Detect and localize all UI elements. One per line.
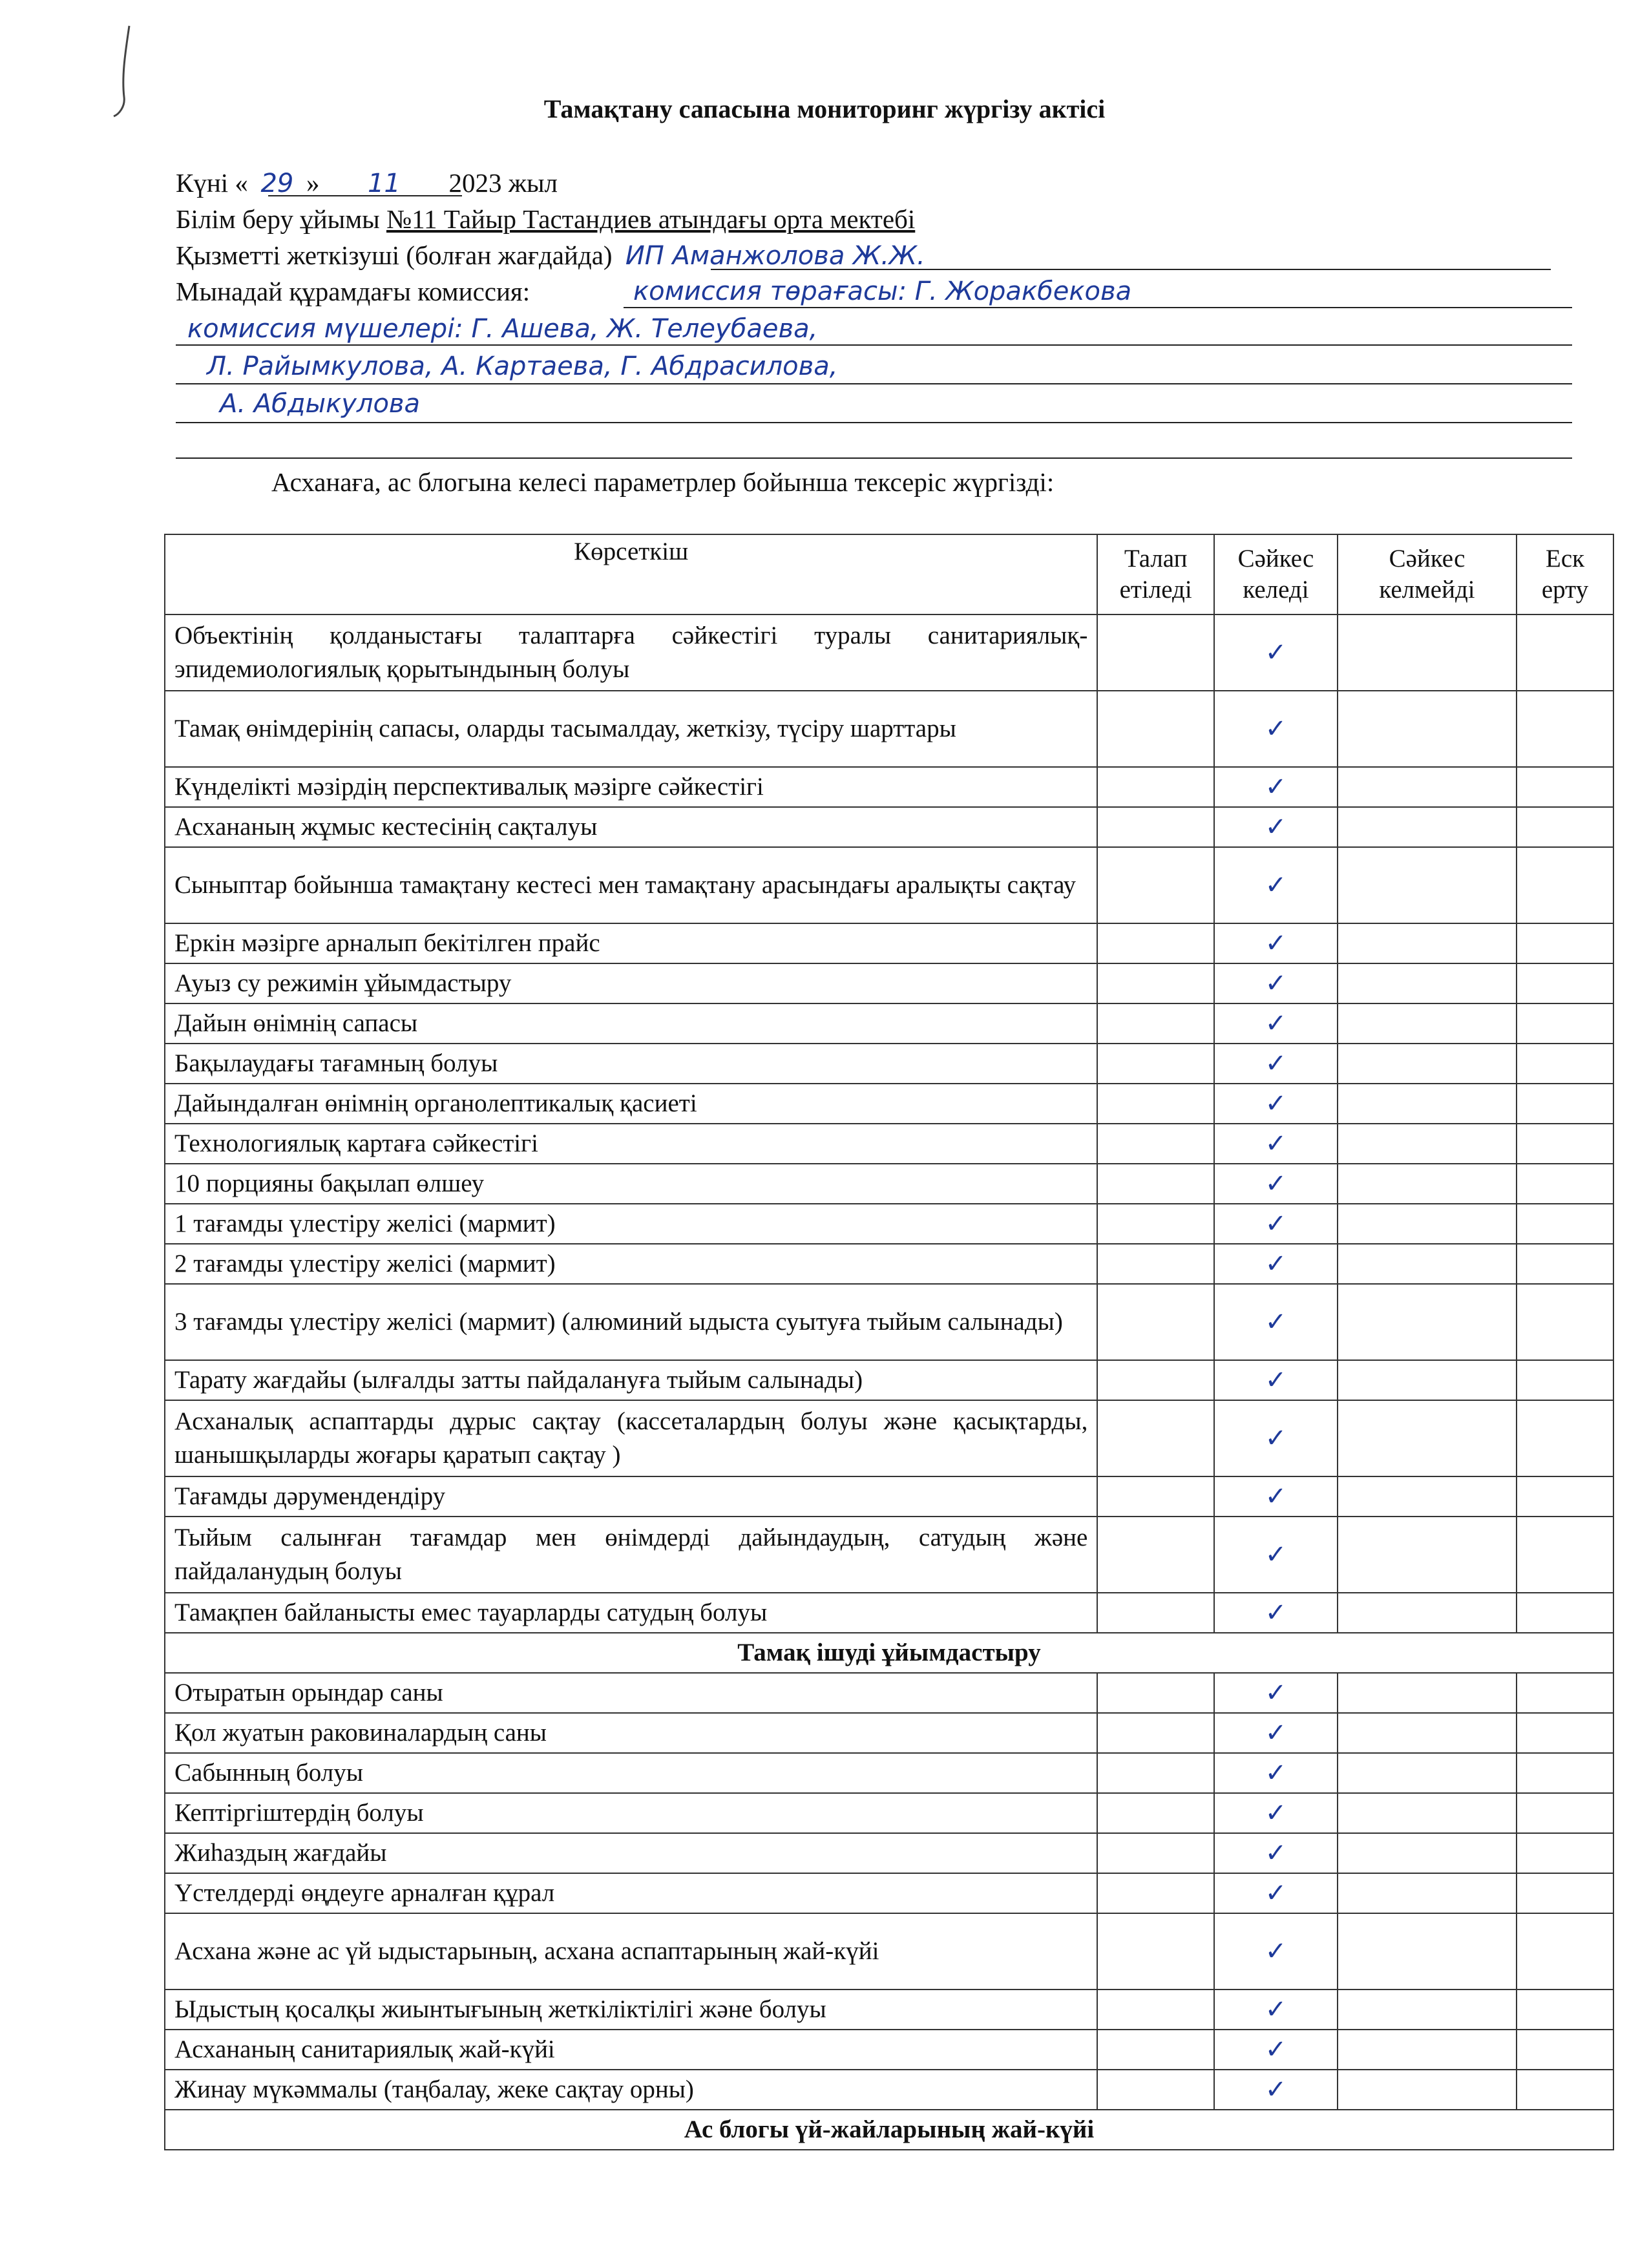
- complies-check-icon: ✓: [1214, 1003, 1338, 1044]
- indicator-cell: 3 тағамды үлестіру желісі (мармит) (алюминий ыдыста суытуға тыйым салынады): [165, 1284, 1097, 1360]
- indicator-cell: Тарату жағдайы (ылғалды затты пайдалануға тыйым салынады): [165, 1360, 1097, 1400]
- table-row: [165, 691, 1613, 767]
- table-row: [165, 1400, 1613, 1476]
- section-title: Ас блогы үй-жайларының жай-күйі: [165, 2110, 1613, 2150]
- note-cell: [1517, 1913, 1613, 1990]
- complies-check-icon: ✓: [1214, 1593, 1338, 1633]
- note-cell: [1517, 1400, 1613, 1476]
- required-cell: [1097, 2030, 1214, 2070]
- required-cell: [1097, 1044, 1214, 1084]
- indicator-cell: Еркін мәзірге арналып бекітілген прайс: [165, 923, 1097, 963]
- complies-check-icon: ✓: [1214, 1044, 1338, 1084]
- table-row: [165, 1044, 1613, 1084]
- complies-check-icon: ✓: [1214, 1713, 1338, 1753]
- header-required: Талап етіледі: [1097, 534, 1214, 614]
- table-row: [165, 1833, 1613, 1873]
- section-row: [165, 1633, 1613, 1673]
- indicator-cell: Жиһаздың жағдайы: [165, 1833, 1097, 1873]
- required-cell: [1097, 1084, 1214, 1124]
- not-complies-cell: [1338, 1913, 1517, 1990]
- org-label: Білім беру ұйымы: [176, 204, 380, 234]
- not-complies-cell: [1338, 1164, 1517, 1204]
- complies-check-icon: ✓: [1214, 767, 1338, 807]
- indicator-cell: 10 порцияны бақылап өлшеу: [165, 1164, 1097, 1204]
- table-row: [165, 767, 1613, 807]
- complies-check-icon: ✓: [1214, 1990, 1338, 2030]
- note-cell: [1517, 2030, 1613, 2070]
- note-cell: [1517, 1593, 1613, 1633]
- not-complies-cell: [1338, 1990, 1517, 2030]
- not-complies-cell: [1338, 1793, 1517, 1833]
- section-title: Тамақ ішуді ұйымдастыру: [165, 1633, 1613, 1673]
- note-cell: [1517, 1517, 1613, 1593]
- indicator-cell: Кептіргіштердің болуы: [165, 1793, 1097, 1833]
- not-complies-cell: [1338, 963, 1517, 1003]
- complies-check-icon: ✓: [1214, 1084, 1338, 1124]
- note-cell: [1517, 1124, 1613, 1164]
- note-cell: [1517, 1084, 1613, 1124]
- required-cell: [1097, 1593, 1214, 1633]
- not-complies-cell: [1338, 1400, 1517, 1476]
- indicator-cell: Отыратын орындар саны: [165, 1673, 1097, 1713]
- indicator-cell: Бақылаудағы тағамның болуы: [165, 1044, 1097, 1084]
- note-cell: [1517, 614, 1613, 691]
- required-cell: [1097, 1476, 1214, 1517]
- document-title: Тамақтану сапасына мониторинг жүргізу актісі: [543, 94, 1106, 123]
- not-complies-cell: [1338, 1360, 1517, 1400]
- note-cell: [1517, 1204, 1613, 1244]
- required-cell: [1097, 1793, 1214, 1833]
- not-complies-cell: [1338, 1244, 1517, 1284]
- complies-check-icon: ✓: [1214, 1476, 1338, 1517]
- required-cell: [1097, 1833, 1214, 1873]
- table-row: [165, 1793, 1613, 1833]
- complies-check-icon: ✓: [1214, 691, 1338, 767]
- date-day: 29: [260, 169, 294, 198]
- note-cell: [1517, 1476, 1613, 1517]
- complies-check-icon: ✓: [1214, 807, 1338, 847]
- indicator-cell: Объектінің қолданыстағы талаптарға сәйкестігі туралы санитариялық-эпидемиологиялық қорытындының болуы: [165, 614, 1097, 691]
- indicator-cell: Технологиялық картаға сәйкестігі: [165, 1124, 1097, 1164]
- not-complies-cell: [1338, 1204, 1517, 1244]
- complies-check-icon: ✓: [1214, 2030, 1338, 2070]
- not-complies-cell: [1338, 1673, 1517, 1713]
- required-cell: [1097, 1360, 1214, 1400]
- note-cell: [1517, 923, 1613, 963]
- indicator-cell: Тамақпен байланысты емес тауарларды сатудың болуы: [165, 1593, 1097, 1633]
- indicator-cell: Қол жуатын раковиналардың саны: [165, 1713, 1097, 1753]
- supplier-label: Қызметті жеткізуші (болған жағдайда): [176, 240, 613, 270]
- complies-check-icon: ✓: [1214, 1873, 1338, 1913]
- required-cell: [1097, 1204, 1214, 1244]
- note-cell: [1517, 847, 1613, 923]
- required-cell: [1097, 1673, 1214, 1713]
- commission-line-3: Л. Райымкулова, А. Картаева, Г. Абдрасилова,: [207, 352, 838, 381]
- indicator-cell: Үстелдерді өңдеуге арналған құрал: [165, 1873, 1097, 1913]
- required-cell: [1097, 1713, 1214, 1753]
- indicator-cell: Жинау мүкәммалы (таңбалау, жеке сақтау орны): [165, 2070, 1097, 2110]
- note-cell: [1517, 1793, 1613, 1833]
- not-complies-cell: [1338, 1753, 1517, 1793]
- table-row: [165, 1517, 1613, 1593]
- header-note: Еск ерту: [1517, 534, 1613, 614]
- not-complies-cell: [1338, 2070, 1517, 2110]
- complies-check-icon: ✓: [1214, 1164, 1338, 1204]
- table-row: [165, 1084, 1613, 1124]
- table-row: [165, 807, 1613, 847]
- complies-check-icon: ✓: [1214, 847, 1338, 923]
- note-cell: [1517, 1753, 1613, 1793]
- note-cell: [1517, 1284, 1613, 1360]
- table-row: [165, 2030, 1613, 2070]
- complies-check-icon: ✓: [1214, 1400, 1338, 1476]
- header-not-complies: Сәйкес келмейді: [1338, 534, 1517, 614]
- table-row: [165, 1753, 1613, 1793]
- complies-check-icon: ✓: [1214, 1913, 1338, 1990]
- indicator-cell: 2 тағамды үлестіру желісі (мармит): [165, 1244, 1097, 1284]
- indicator-cell: Асханалық аспаптарды дұрыс сақтау (кассеталардың болуы және қасықтарды, шанышқыларды жоғары қаратып сақтау ): [165, 1400, 1097, 1476]
- indicator-cell: Сыныптар бойынша тамақтану кестесі мен тамақтану арасындағы аралықты сақтау: [165, 847, 1097, 923]
- table-row: [165, 2070, 1613, 2110]
- date-month: 11: [367, 169, 401, 198]
- required-cell: [1097, 923, 1214, 963]
- required-cell: [1097, 1124, 1214, 1164]
- required-cell: [1097, 1990, 1214, 2030]
- required-cell: [1097, 2070, 1214, 2110]
- indicator-cell: Асхананың санитариялық жай-күйі: [165, 2030, 1097, 2070]
- indicator-cell: Ауыз су режимін ұйымдастыру: [165, 963, 1097, 1003]
- note-cell: [1517, 1713, 1613, 1753]
- complies-check-icon: ✓: [1214, 1517, 1338, 1593]
- table-row: [165, 1476, 1613, 1517]
- commission-line-2: комиссия мүшелері: Г. Ашева, Ж. Телеубаева,: [187, 314, 818, 344]
- not-complies-cell: [1338, 847, 1517, 923]
- not-complies-cell: [1338, 1124, 1517, 1164]
- note-cell: [1517, 2070, 1613, 2110]
- date-sep: »: [306, 168, 320, 198]
- table-row: [165, 1873, 1613, 1913]
- table-row: [165, 1593, 1613, 1633]
- table-header-row: [165, 534, 1613, 614]
- org-value: №11 Тайыр Тастандиев атындағы орта мектебі: [386, 204, 916, 234]
- complies-check-icon: ✓: [1214, 1793, 1338, 1833]
- table-row: [165, 847, 1613, 923]
- required-cell: [1097, 1913, 1214, 1990]
- not-complies-cell: [1338, 1476, 1517, 1517]
- table-row: [165, 1713, 1613, 1753]
- org-line: [176, 202, 915, 236]
- not-complies-cell: [1338, 767, 1517, 807]
- complies-check-icon: ✓: [1214, 1673, 1338, 1713]
- indicator-cell: Тамақ өнімдерінің сапасы, оларды тасымалдау, жеткізу, түсіру шарттары: [165, 691, 1097, 767]
- required-cell: [1097, 1517, 1214, 1593]
- table-row: [165, 1360, 1613, 1400]
- note-cell: [1517, 691, 1613, 767]
- table-row: [165, 1990, 1613, 2030]
- indicator-cell: Тыйым салынған тағамдар мен өнімдерді дайындаудың, сатудың және пайдаланудың болуы: [165, 1517, 1097, 1593]
- note-cell: [1517, 1044, 1613, 1084]
- required-cell: [1097, 1400, 1214, 1476]
- complies-check-icon: ✓: [1214, 923, 1338, 963]
- note-cell: [1517, 1990, 1613, 2030]
- complies-check-icon: ✓: [1214, 1753, 1338, 1793]
- complies-check-icon: ✓: [1214, 2070, 1338, 2110]
- required-cell: [1097, 1003, 1214, 1044]
- monitoring-table: [164, 534, 1614, 2150]
- not-complies-cell: [1338, 614, 1517, 691]
- table-row: [165, 1124, 1613, 1164]
- table-row: [165, 1164, 1613, 1204]
- date-prefix: Күні «: [176, 168, 248, 198]
- complies-check-icon: ✓: [1214, 1124, 1338, 1164]
- complies-check-icon: ✓: [1214, 614, 1338, 691]
- note-cell: [1517, 1164, 1613, 1204]
- not-complies-cell: [1338, 691, 1517, 767]
- complies-check-icon: ✓: [1214, 1204, 1338, 1244]
- complies-check-icon: ✓: [1214, 1244, 1338, 1284]
- required-cell: [1097, 614, 1214, 691]
- note-cell: [1517, 807, 1613, 847]
- required-cell: [1097, 1753, 1214, 1793]
- not-complies-cell: [1338, 1593, 1517, 1633]
- supplier-line: [176, 238, 925, 273]
- note-cell: [1517, 963, 1613, 1003]
- required-cell: [1097, 1244, 1214, 1284]
- required-cell: [1097, 1873, 1214, 1913]
- required-cell: [1097, 847, 1214, 923]
- note-cell: [1517, 1360, 1613, 1400]
- table-row: [165, 1003, 1613, 1044]
- table-row: [165, 1244, 1613, 1284]
- indicator-cell: Дайындалған өнімнің органолептикалық қасиеті: [165, 1084, 1097, 1124]
- indicator-cell: Тағамды дәрумендендіру: [165, 1476, 1097, 1517]
- complies-check-icon: ✓: [1214, 963, 1338, 1003]
- indicator-cell: Ыдыстың қосалқы жиынтығының жеткіліктілігі және болуы: [165, 1990, 1097, 2030]
- required-cell: [1097, 963, 1214, 1003]
- required-cell: [1097, 767, 1214, 807]
- not-complies-cell: [1338, 1284, 1517, 1360]
- supplier-value: ИП Аманжолова Ж.Ж.: [625, 241, 925, 271]
- note-cell: [1517, 767, 1613, 807]
- not-complies-cell: [1338, 1713, 1517, 1753]
- table-row: [165, 1673, 1613, 1713]
- not-complies-cell: [1338, 807, 1517, 847]
- not-complies-cell: [1338, 1084, 1517, 1124]
- note-cell: [1517, 1873, 1613, 1913]
- table-row: [165, 1913, 1613, 1990]
- not-complies-cell: [1338, 1517, 1517, 1593]
- complies-check-icon: ✓: [1214, 1284, 1338, 1360]
- table-row: [165, 614, 1613, 691]
- indicator-cell: Күнделікті мәзірдің перспективалық мәзірге сәйкестігі: [165, 767, 1097, 807]
- note-cell: [1517, 1003, 1613, 1044]
- complies-check-icon: ✓: [1214, 1833, 1338, 1873]
- not-complies-cell: [1338, 1003, 1517, 1044]
- indicator-cell: 1 тағамды үлестіру желісі (мармит): [165, 1204, 1097, 1244]
- header-indicator: Көрсеткіш: [165, 534, 1097, 614]
- header-complies: Сәйкес келеді: [1214, 534, 1338, 614]
- section-row: [165, 2110, 1613, 2150]
- note-cell: [1517, 1673, 1613, 1713]
- table-row: [165, 1204, 1613, 1244]
- indicator-cell: Сабынның болуы: [165, 1753, 1097, 1793]
- table-row: [165, 923, 1613, 963]
- date-year: 2023 жыл: [448, 168, 558, 198]
- not-complies-cell: [1338, 1833, 1517, 1873]
- not-complies-cell: [1338, 923, 1517, 963]
- complies-check-icon: ✓: [1214, 1360, 1338, 1400]
- required-cell: [1097, 1284, 1214, 1360]
- not-complies-cell: [1338, 1044, 1517, 1084]
- table-row: [165, 963, 1613, 1003]
- required-cell: [1097, 691, 1214, 767]
- intro-text: Асханаға, ас блогына келесі параметрлер бойынша тексеріс жүргізді:: [271, 467, 1055, 497]
- note-cell: [1517, 1833, 1613, 1873]
- not-complies-cell: [1338, 1873, 1517, 1913]
- not-complies-cell: [1338, 2030, 1517, 2070]
- required-cell: [1097, 1164, 1214, 1204]
- required-cell: [1097, 807, 1214, 847]
- indicator-cell: Асхананың жұмыс кестесінің сақталуы: [165, 807, 1097, 847]
- commission-line-1: комиссия төрағасы: Г. Жоракбекова: [633, 277, 1132, 306]
- commission-line-4: А. Абдыкулова: [220, 389, 421, 419]
- indicator-cell: Асхана және ас үй ыдыстарының, асхана аспаптарының жай-күйі: [165, 1913, 1097, 1990]
- note-cell: [1517, 1244, 1613, 1284]
- indicator-cell: Дайын өнімнің сапасы: [165, 1003, 1097, 1044]
- commission-label: Мынадай құрамдағы комиссия:: [176, 277, 530, 306]
- table-row: [165, 1284, 1613, 1360]
